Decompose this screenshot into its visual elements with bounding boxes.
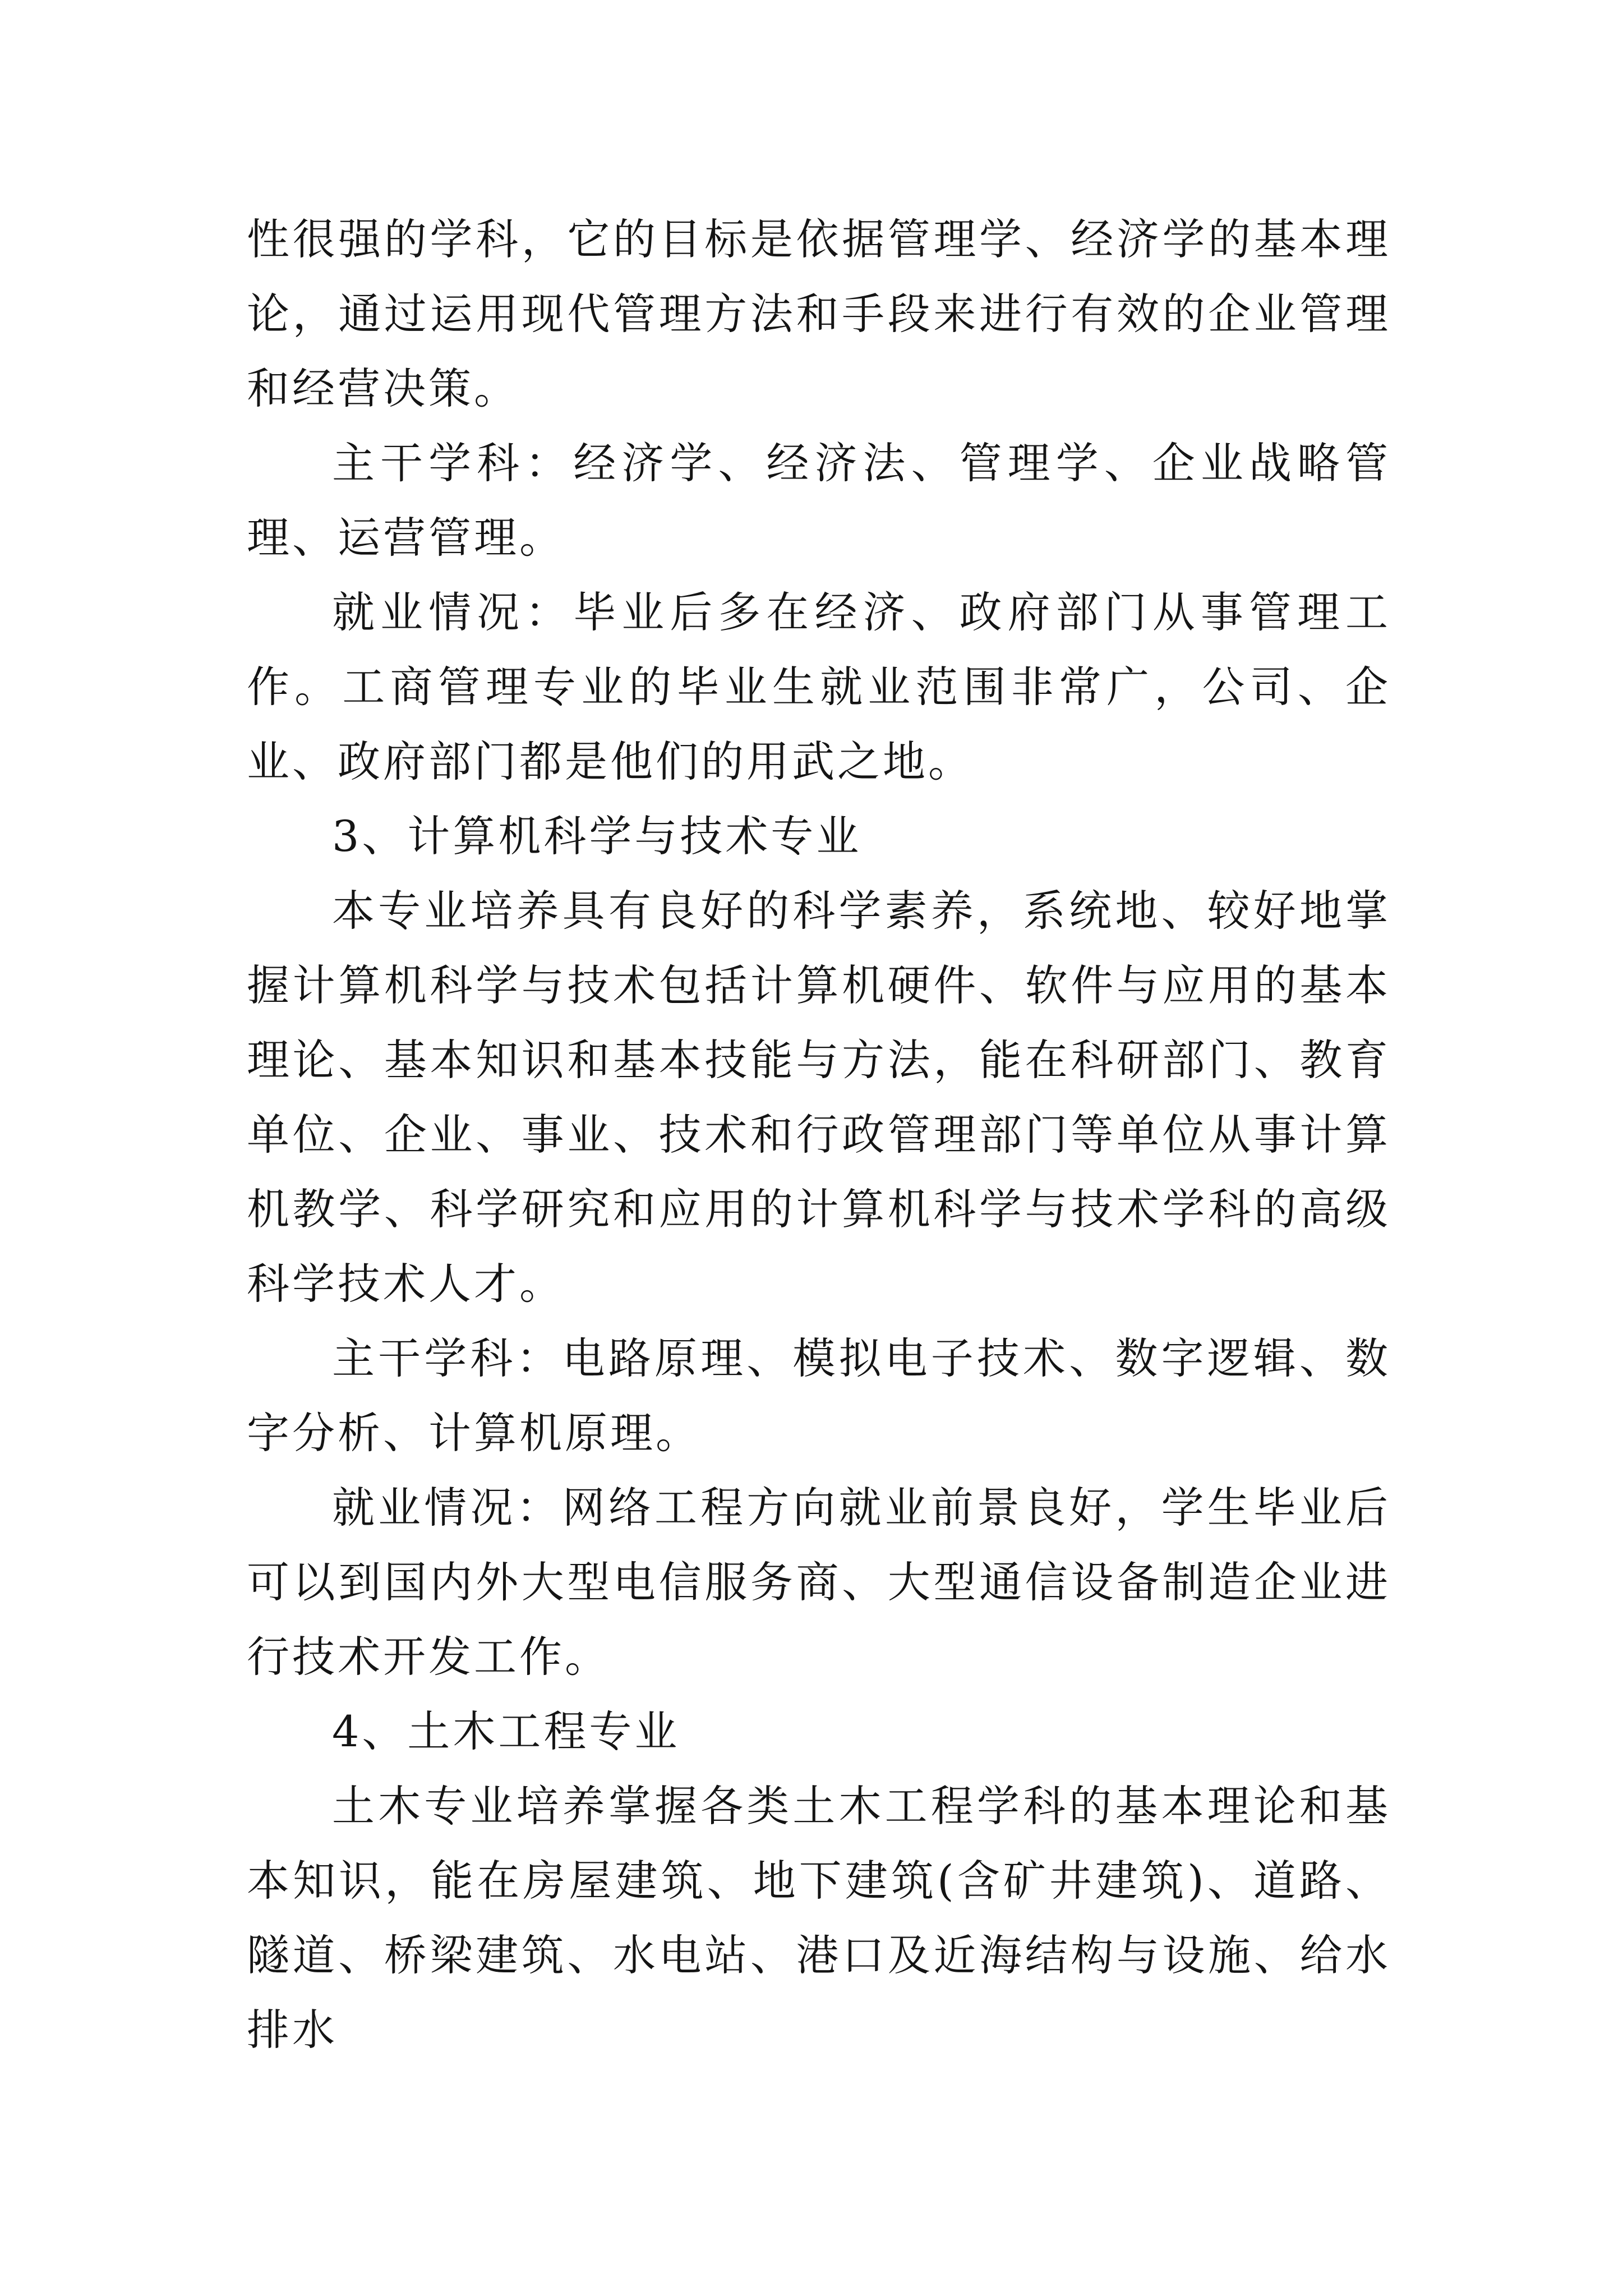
document-body (247, 202, 1391, 2067)
paragraph-cs-employment: 就业情况：网络工程方向就业前景良好，学生毕业后可以到国内外大型电信服务商、大型通信设备制造企业进行技术开发工作。 (247, 1483, 1391, 1682)
paragraph-business-core-subjects: 主干学科：经济学、经济法、管理学、企业战略管理、运营管理。 (247, 438, 1391, 563)
paragraph-civil-description: 土木专业培养掌握各类土木工程学科的基本理论和基本知识，能在房屋建筑、地下建筑(含矿井建筑)、道路、隧道、桥梁建筑、水电站、港口及近海结构与设施、给水排水 (247, 1781, 1391, 2055)
paragraph-business-employment: 就业情况：毕业后多在经济、政府部门从事管理工作。工商管理专业的毕业生就业范围非常广，公司、企业、政府部门都是他们的用武之地。 (247, 587, 1391, 786)
heading-computer-science: 3、计算机科学与技术专业 (332, 811, 862, 861)
paragraph-cs-description: 本专业培养具有良好的科学素养，系统地、较好地掌握计算机科学与技术包括计算机硬件、软件与应用的基本理论、基本知识和基本技能与方法，能在科研部门、教育单位、企业、事业、技术和行政管理部门等单位从事计算机教学、科学研究和应用的计算机科学与技术学科的高级科学技术人才。 (247, 886, 1391, 1309)
paragraph-intro-continuation: 性很强的学科，它的目标是依据管理学、经济学的基本理论，通过运用现代管理方法和手段来进行有效的企业管理和经营决策。 (247, 214, 1391, 413)
heading-civil-engineering: 4、土木工程专业 (332, 1706, 680, 1756)
paragraph-cs-core-subjects: 主干学科：电路原理、模拟电子技术、数字逻辑、数字分析、计算机原理。 (247, 1333, 1391, 1458)
